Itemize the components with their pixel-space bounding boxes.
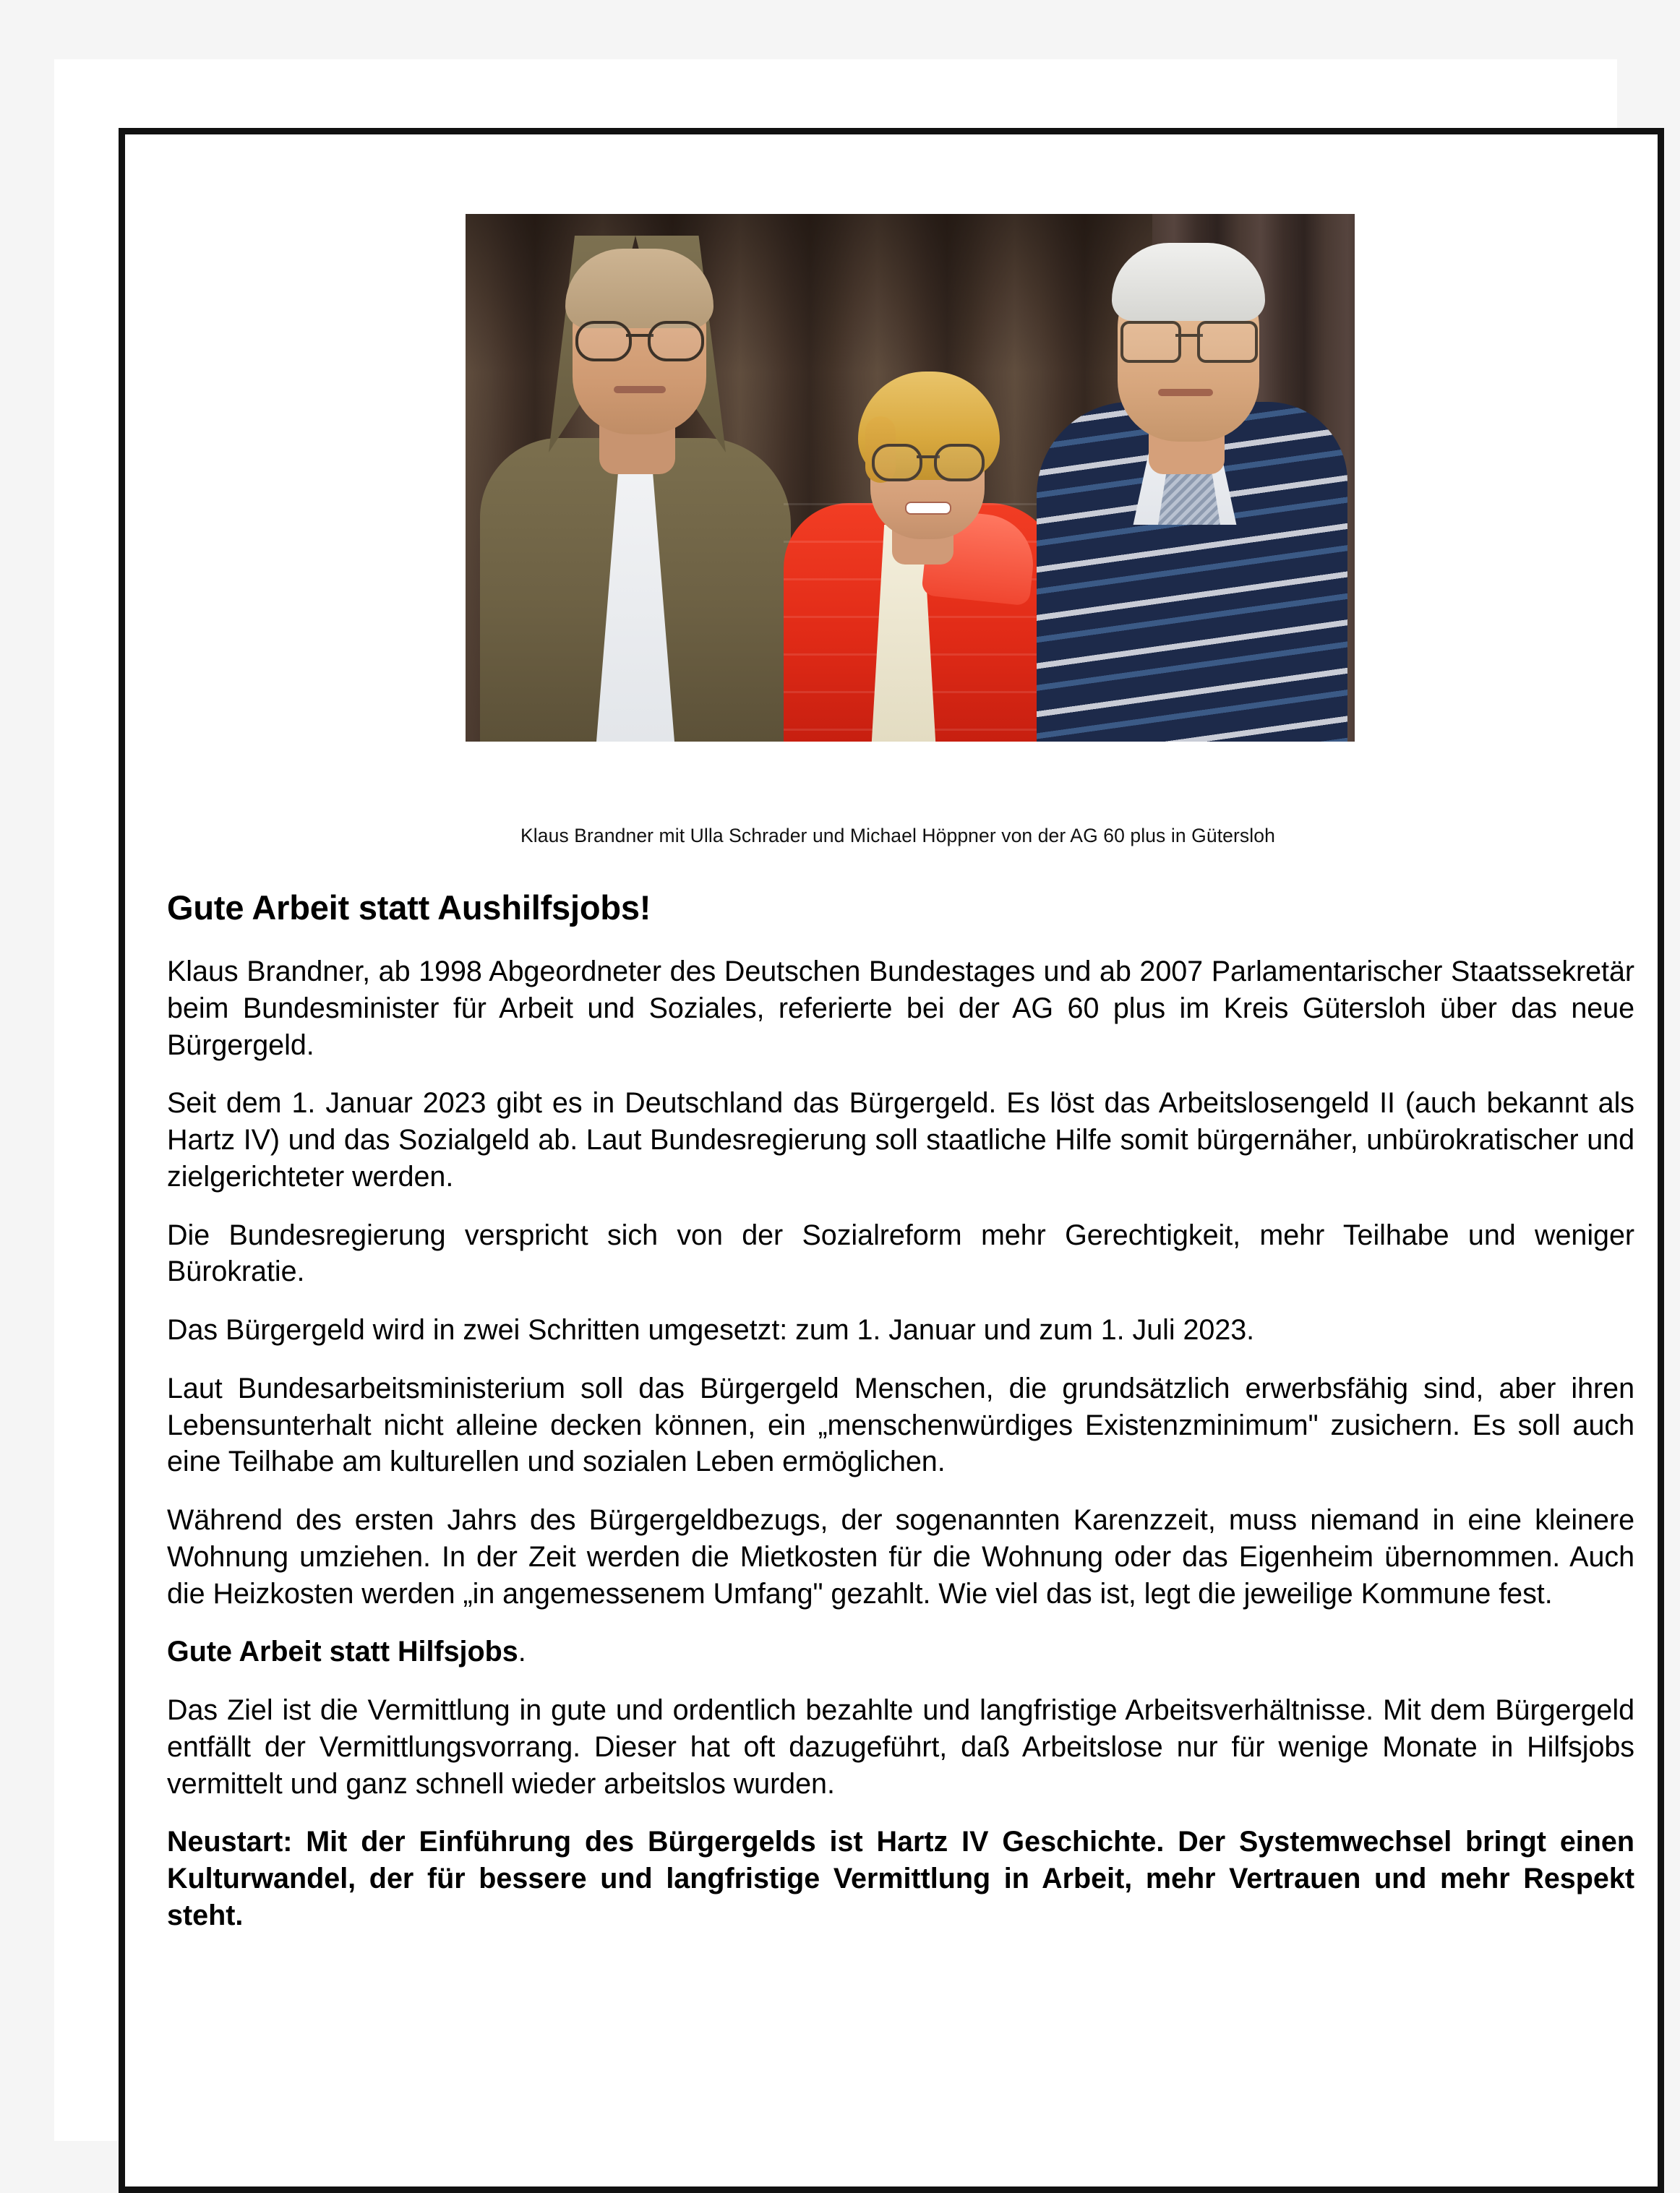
article-subheading-text: Gute Arbeit statt Hilfsjobs: [167, 1636, 518, 1668]
article-paragraph-1: Klaus Brandner, ab 1998 Abgeordneter des Deutschen Bundestages und ab 2007 Parlamentarischer Staatssekretär beim Bundesminister für Arbeit und Soziales, referierte bei der AG 60 plus im Kreis Gütersloh über das neue Bürgergeld.: [167, 956, 1634, 1061]
glasses-lens-right: [648, 321, 704, 361]
person-center-glasses-icon: [872, 444, 985, 477]
article-body: [167, 888, 1634, 1934]
article-paragraph-4: Das Bürgergeld wird in zwei Schritten umgesetzt: zum 1. Januar und zum 1. Juli 2023.: [167, 1314, 1255, 1346]
article-paragraph-5: Laut Bundesarbeitsministerium soll das Bürgergeld Menschen, die grundsätzlich erwerbsfähig sind, aber ihren Lebensunterhalt nicht alleine decken können, ein „menschenwürdiges Existenzminimum" zusichern. Es soll auch eine Teilhabe am kulturellen und sozialen Leben ermöglichen.: [167, 1372, 1634, 1478]
person-left-hair: [565, 249, 713, 328]
article-paragraph-6: Während des ersten Jahrs des Bürgergeldbezugs, der sogenannten Karenzzeit, muss niemand in eine kleinere Wohnung umziehen. In der Zeit werden die Mietkosten für die Wohnung oder das Eigenheim übernommen. Auch die Heizkosten werden „in angemessenem Umfang" gezahlt. Wie viel das ist, legt die jeweilige Kommune fest.: [167, 1504, 1634, 1610]
photo-person-left: [480, 236, 791, 742]
article-paragraph-3: Die Bundesregierung verspricht sich von der Sozialreform mehr Gerechtigkeit, mehr Teilhabe und weniger Bürokratie.: [167, 1219, 1634, 1288]
article-subheading: [167, 1634, 1634, 1670]
photo-caption: Klaus Brandner mit Ulla Schrader und Michael Höppner von der AG 60 plus in Gütersloh: [520, 825, 1275, 846]
person-right-hair: [1112, 243, 1265, 321]
glasses-lens-right: [934, 444, 985, 481]
article-closing-paragraph: Neustart: Mit der Einführung des Bürgergelds ist Hartz IV Geschichte. Der Systemwechsel bringt einen Kulturwandel, der für bessere und langfristige Vermittlung in Arbeit, mehr Vertrauen und mehr Respekt steht.: [167, 1826, 1634, 1931]
glasses-lens-right: [1197, 321, 1258, 363]
page-frame-border: [119, 128, 1664, 2193]
person-left-glasses-icon: [575, 321, 704, 357]
person-left-jacket: [480, 438, 791, 742]
glasses-lens-left: [872, 444, 922, 481]
article-subheading-period: .: [518, 1636, 526, 1668]
article-photo-block: [466, 214, 1355, 742]
glasses-lens-left: [1120, 321, 1181, 363]
article-paragraph-7: Das Ziel ist die Vermittlung in gute und ordentlich bezahlte und langfristige Arbeitsverhältnisse. Mit dem Bürgergeld entfällt der Vermittlungsvorrang. Dieser hat oft dazugeführt, daß Arbeitslose nur für wenige Monate in Hilfsjobs vermittelt und ganz schnell wieder arbeitslos wurden.: [167, 1694, 1634, 1800]
paper-sheet: [54, 59, 1634, 2141]
person-right-glasses-icon: [1120, 321, 1258, 359]
person-center-mouth: [905, 502, 951, 515]
photo-person-right: [1037, 214, 1347, 742]
article-photo: [466, 214, 1355, 742]
person-left-mouth: [614, 386, 666, 393]
glasses-lens-left: [575, 321, 632, 361]
article-paragraph-2: Seit dem 1. Januar 2023 gibt es in Deutschland das Bürgergeld. Es löst das Arbeitslosengeld II (auch bekannt als Hartz IV) und das Sozialgeld ab. Laut Bundesregierung soll staatliche Hilfe somit bürgernäher, unbürokratischer und zielgerichteter werden.: [167, 1087, 1634, 1193]
photo-person-center: [784, 337, 1058, 742]
person-right-mouth: [1158, 389, 1213, 396]
article-headline: Gute Arbeit statt Aushilfsjobs!: [167, 888, 651, 927]
